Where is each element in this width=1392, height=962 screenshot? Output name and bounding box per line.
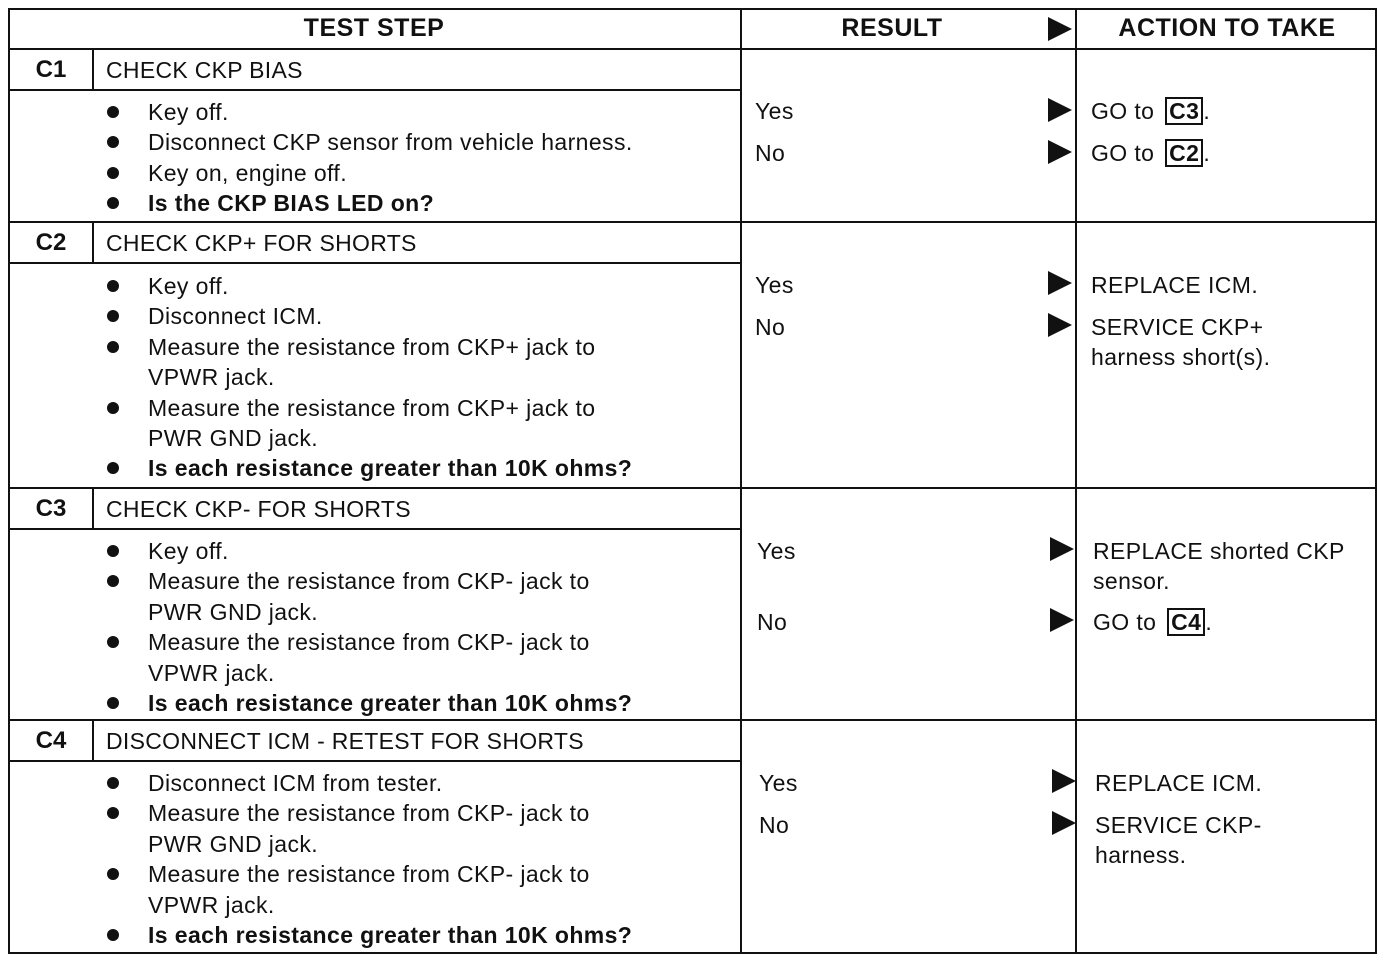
title-divider — [8, 760, 740, 762]
step-title: DISCONNECT ICM - RETEST FOR SHORTS — [106, 728, 584, 754]
triangle-right-icon — [1048, 313, 1072, 337]
instruction-item: Key on, engine off. — [104, 158, 633, 188]
triangle-right-icon — [1048, 98, 1072, 122]
action-text: GO to — [1091, 98, 1162, 124]
action-line: REPLACE shorted CKP — [1093, 538, 1345, 564]
action-line: sensor. — [1093, 568, 1170, 594]
result-yes: Yes — [759, 770, 798, 796]
step-title: CHECK CKP- FOR SHORTS — [106, 496, 411, 522]
instruction-item: Measure the resistance from CKP- jack to — [104, 859, 632, 889]
triangle-right-icon — [1048, 271, 1072, 295]
step-instructions — [104, 97, 633, 219]
instruction-item-continued: PWR GND jack. — [148, 425, 319, 452]
action-line: harness. — [1095, 842, 1187, 868]
instruction-question: Is each resistance greater than 10K ohms? — [104, 453, 632, 483]
step-reference-link[interactable]: C3 — [1165, 97, 1203, 125]
header-divider — [8, 48, 1377, 50]
header-result: RESULT — [841, 13, 943, 42]
action-go-to — [1093, 607, 1212, 638]
instruction-item: Disconnect CKP sensor from vehicle harness. — [104, 127, 633, 157]
result-no: No — [757, 609, 788, 635]
action-text: GO to — [1091, 140, 1162, 166]
instruction-question: Is the CKP BIAS LED on? — [104, 188, 633, 218]
action-go-to — [1091, 138, 1210, 169]
instruction-item: Measure the resistance from CKP+ jack to — [104, 393, 632, 423]
triangle-right-icon — [1048, 140, 1072, 164]
step-instructions — [104, 536, 632, 718]
result-yes: Yes — [755, 272, 794, 298]
instruction-question: Is each resistance greater than 10K ohms? — [104, 920, 632, 950]
instruction-item: Measure the resistance from CKP- jack to — [104, 798, 632, 828]
action-suffix: . — [1203, 98, 1211, 124]
action-text: GO to — [1093, 609, 1164, 635]
section-divider — [8, 221, 1377, 223]
instruction-item: Key off. — [104, 271, 632, 301]
title-divider — [8, 89, 740, 91]
instruction-item-continued: VPWR jack. — [148, 659, 275, 686]
instruction-item: Measure the resistance from CKP- jack to — [104, 566, 632, 596]
step-instructions — [104, 768, 632, 950]
id-cell-divider — [92, 721, 94, 761]
instruction-item-continued: PWR GND jack. — [148, 598, 319, 625]
title-divider — [8, 528, 740, 530]
step-title: CHECK CKP+ FOR SHORTS — [106, 230, 417, 256]
instruction-question: Is each resistance greater than 10K ohms? — [104, 688, 632, 718]
instruction-item: Measure the resistance from CKP- jack to — [104, 627, 632, 657]
step-title: CHECK CKP BIAS — [106, 57, 303, 83]
id-cell-divider — [92, 489, 94, 529]
action-line: harness short(s). — [1091, 344, 1271, 370]
step-reference-link[interactable]: C2 — [1165, 139, 1203, 167]
triangle-right-icon — [1052, 811, 1076, 835]
triangle-right-icon — [1050, 537, 1074, 561]
step-id: C4 — [35, 727, 67, 754]
step-reference-link[interactable]: C4 — [1167, 608, 1205, 636]
step-id: C3 — [35, 495, 67, 522]
instruction-item: Measure the resistance from CKP+ jack to — [104, 332, 632, 362]
instruction-item-continued: VPWR jack. — [148, 364, 275, 391]
result-yes: Yes — [757, 538, 796, 564]
action-line: SERVICE CKP+ — [1091, 314, 1264, 340]
title-divider — [8, 262, 740, 264]
triangle-right-icon — [1052, 769, 1076, 793]
action-line: SERVICE CKP- — [1095, 812, 1262, 838]
triangle-right-icon — [1048, 17, 1072, 41]
instruction-item: Key off. — [104, 97, 633, 127]
triangle-right-icon — [1050, 608, 1074, 632]
action-go-to — [1091, 96, 1210, 127]
section-divider — [8, 487, 1377, 489]
id-cell-divider — [92, 223, 94, 263]
result-yes: Yes — [755, 98, 794, 124]
action-line: REPLACE ICM. — [1091, 272, 1259, 298]
result-no: No — [759, 812, 790, 838]
instruction-item: Disconnect ICM from tester. — [104, 768, 632, 798]
step-instructions — [104, 271, 632, 484]
header-action: ACTION TO TAKE — [1118, 13, 1336, 42]
step-id: C2 — [35, 229, 67, 256]
action-line: REPLACE ICM. — [1095, 770, 1263, 796]
id-cell-divider — [92, 50, 94, 90]
action-suffix: . — [1203, 140, 1211, 166]
result-no: No — [755, 314, 786, 340]
result-no: No — [755, 140, 786, 166]
step-id: C1 — [35, 56, 67, 83]
instruction-item-continued: PWR GND jack. — [148, 830, 319, 857]
header-test-step: TEST STEP — [303, 13, 445, 42]
action-suffix: . — [1205, 609, 1213, 635]
column-divider-result — [740, 8, 742, 954]
section-divider — [8, 719, 1377, 721]
instruction-item-continued: VPWR jack. — [148, 891, 275, 918]
instruction-item: Disconnect ICM. — [104, 301, 632, 331]
instruction-item: Key off. — [104, 536, 632, 566]
